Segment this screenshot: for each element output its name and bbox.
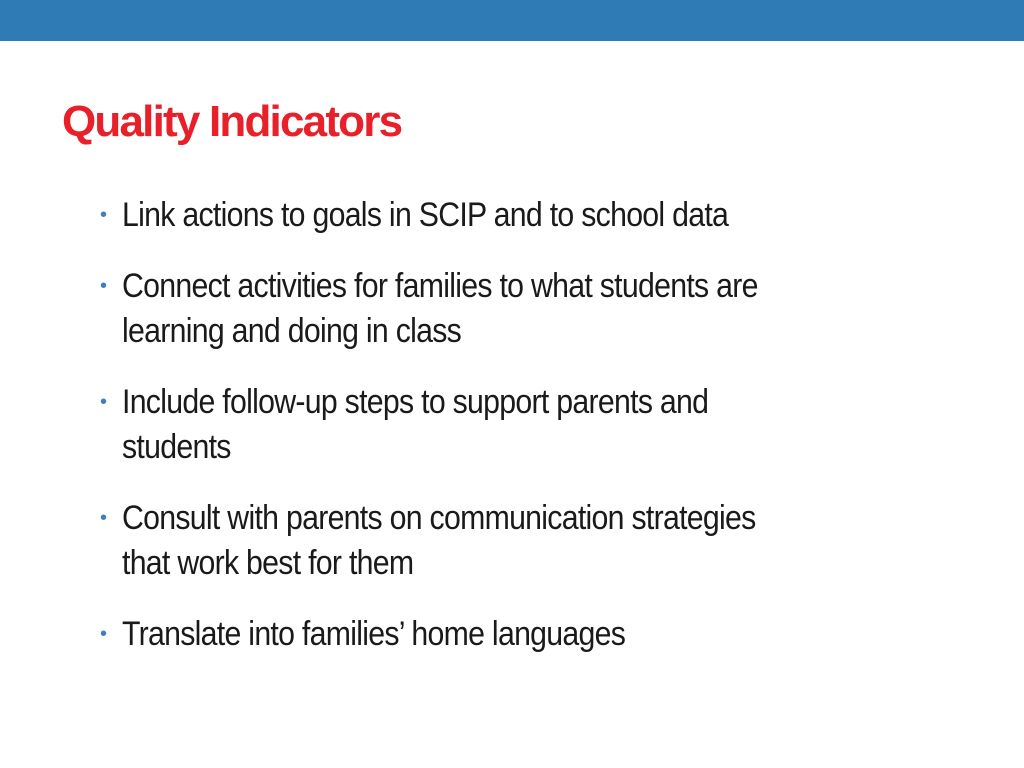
bullet-line: Consult with parents on communication strategies (122, 499, 756, 537)
bullet-item (100, 380, 960, 470)
top-accent-bar (0, 0, 1024, 41)
bullet-dot-icon: • (100, 507, 108, 529)
bullet-line: Translate into families’ home languages (122, 615, 626, 653)
bullet-text (122, 193, 868, 238)
slide-title: Quality Indicators (62, 97, 402, 146)
bullet-text (122, 380, 868, 470)
bullet-text (122, 496, 868, 586)
bullet-line: Link actions to goals in SCIP and to school data (122, 196, 729, 234)
bullet-line: that work best for them (122, 544, 414, 582)
bullet-line: learning and doing in class (122, 312, 462, 350)
bullet-list (100, 193, 960, 683)
bullet-item (100, 264, 960, 354)
bullet-line: Include follow-up steps to support parents and (122, 383, 709, 421)
bullet-line: Connect activities for families to what students are (122, 267, 758, 305)
bullet-dot-icon: • (100, 275, 108, 297)
bullet-text (122, 612, 868, 657)
bullet-text (122, 264, 868, 354)
bullet-dot-icon: • (100, 623, 108, 645)
bullet-dot-icon: • (100, 391, 108, 413)
bullet-item (100, 496, 960, 586)
bullet-item (100, 612, 960, 657)
bullet-line: students (122, 428, 231, 466)
bullet-dot-icon: • (100, 204, 108, 226)
bullet-item (100, 193, 960, 238)
